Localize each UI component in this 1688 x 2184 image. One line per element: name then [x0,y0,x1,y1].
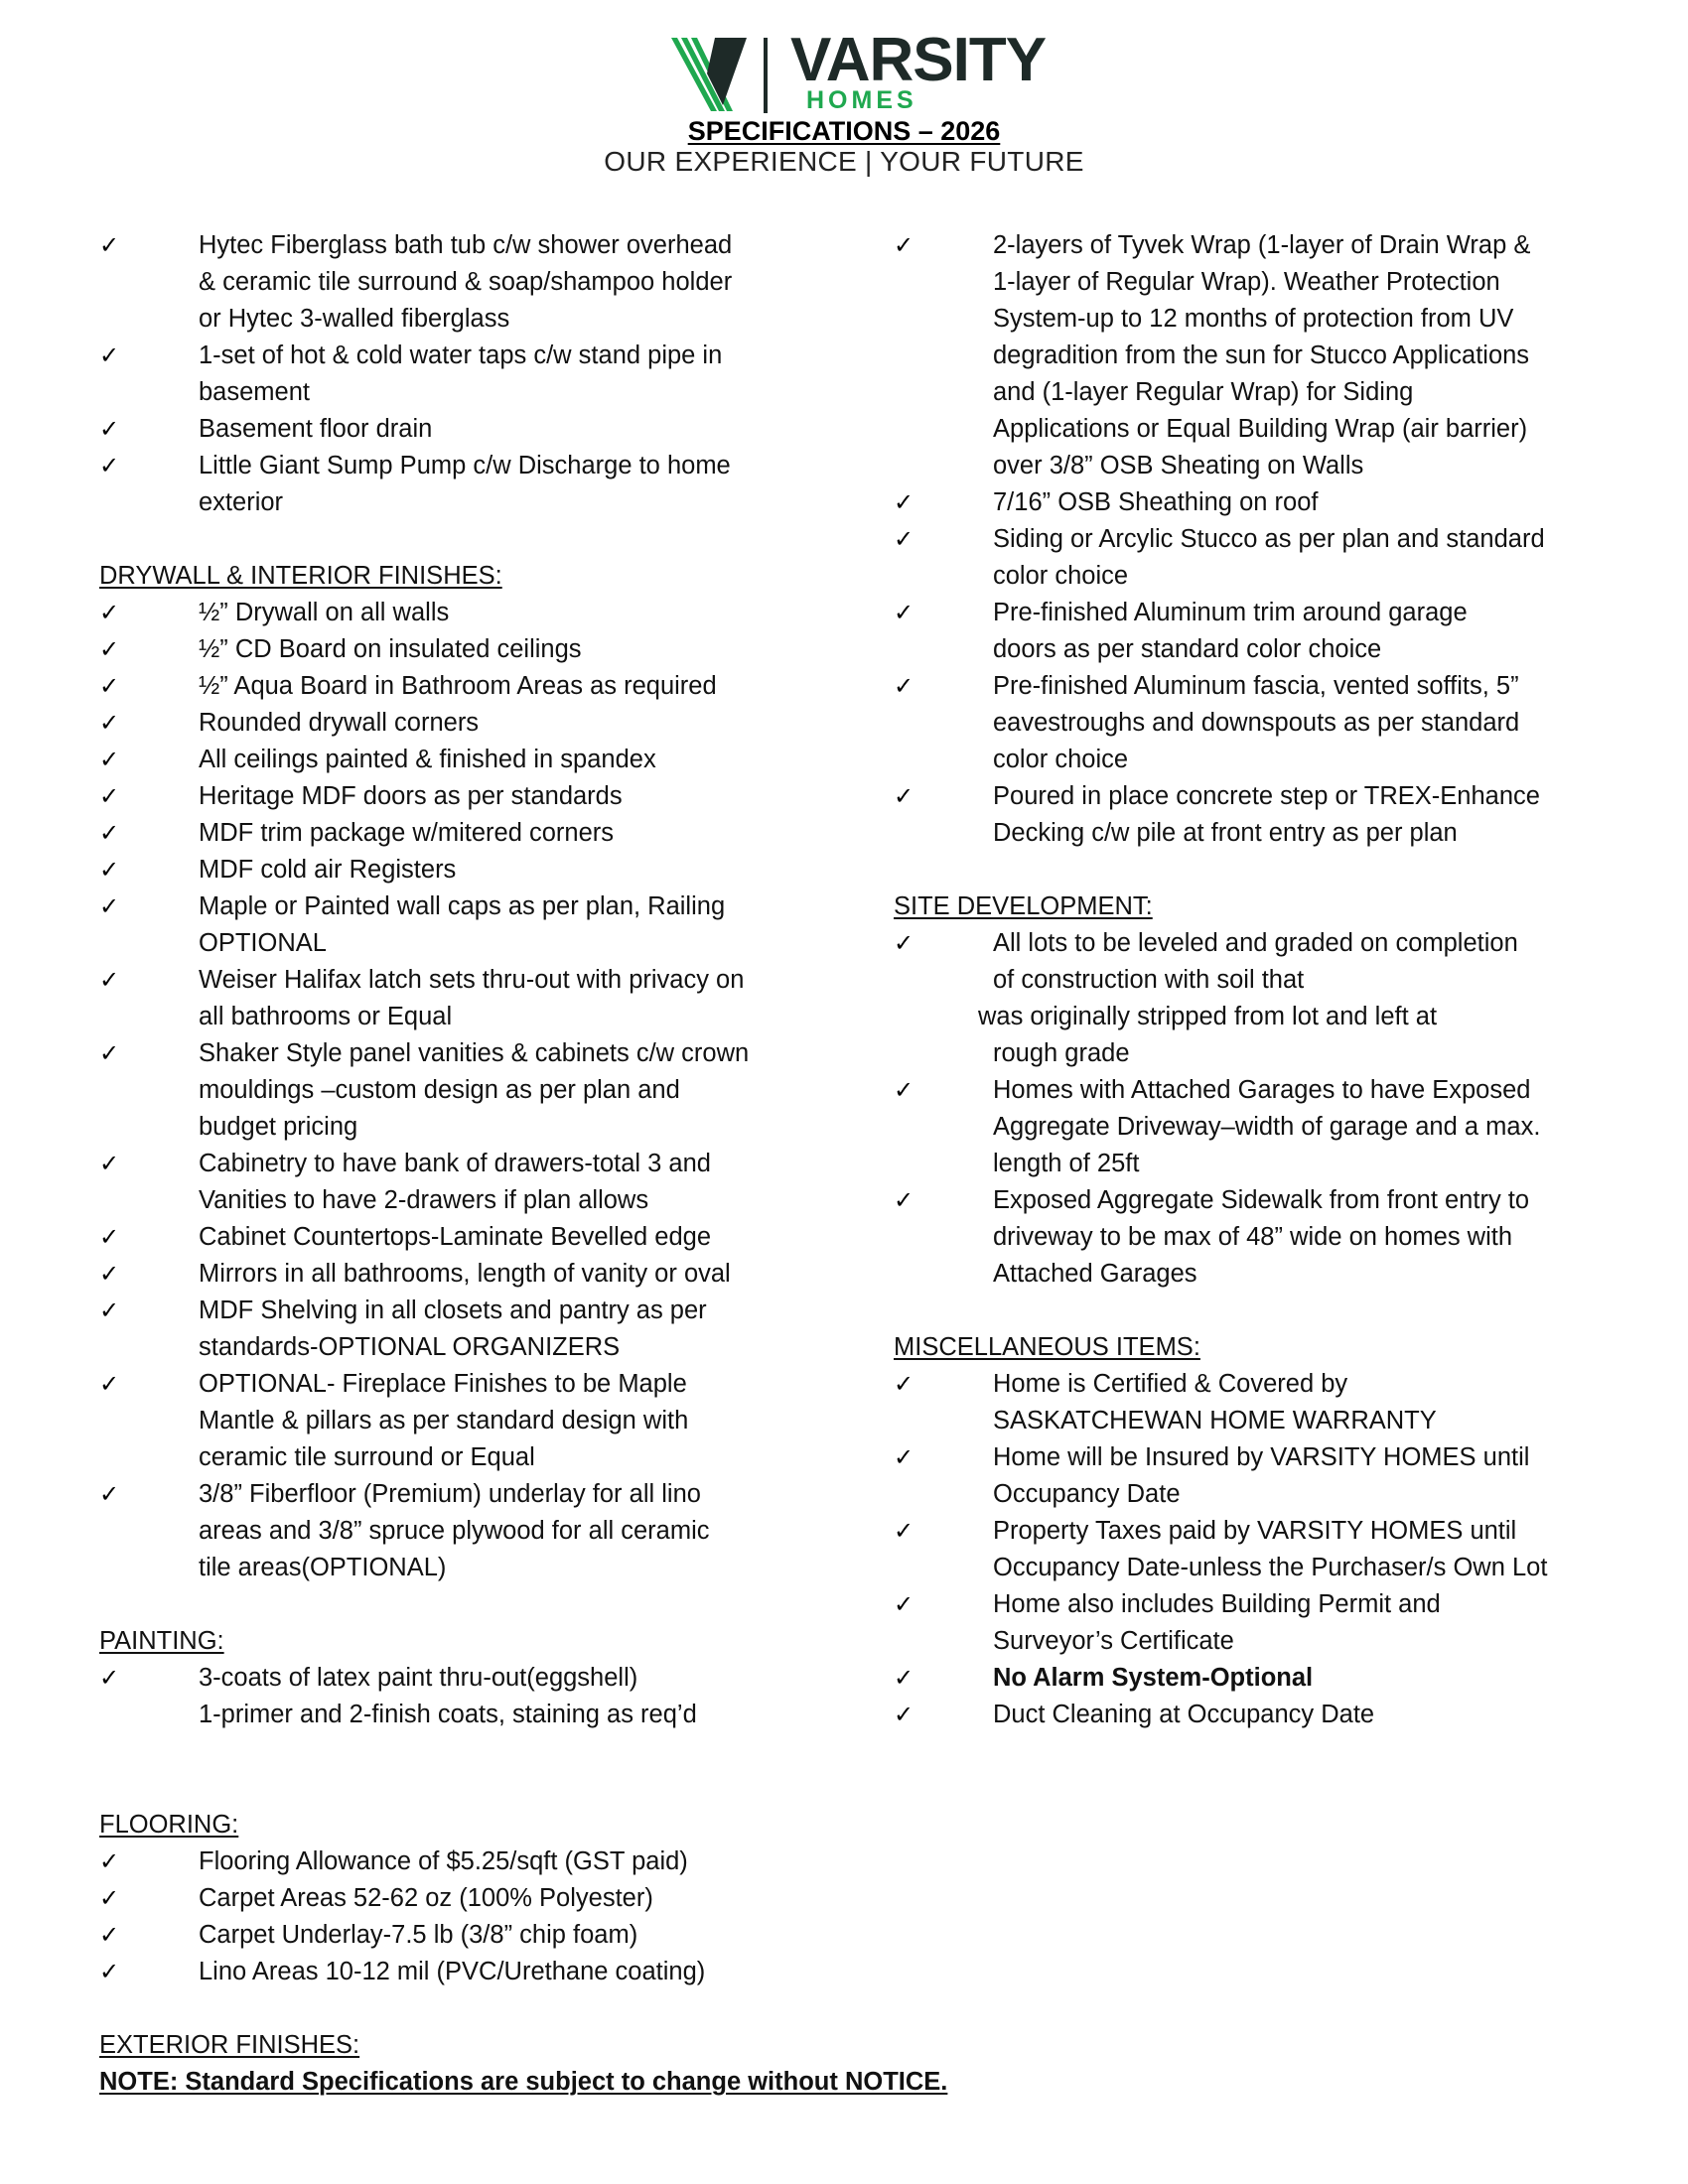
spec-item-line: rough grade [993,1039,1130,1067]
spec-item-line: and (1-layer Regular Wrap) for Siding [993,378,1414,406]
section-heading: MISCELLANEOUS ITEMS: [894,1333,1200,1361]
spec-item-line: Homes with Attached Garages to have Exposed [993,1076,1531,1104]
checkmark-icon: ✓ [99,452,120,479]
spec-item-line: tile areas(OPTIONAL) [199,1554,447,1581]
checkmark-icon: ✓ [99,1884,120,1912]
checkmark-icon: ✓ [99,782,120,810]
spec-item-line: Mantle & pillars as per standard design with [199,1407,689,1434]
checkmark-icon: ✓ [894,599,914,626]
spec-item-line: Cabinetry to have bank of drawers-total 3 and [199,1150,711,1177]
brand-name: VARSITY [790,26,1047,94]
checkmark-icon: ✓ [99,1921,120,1949]
checkmark-icon: ✓ [894,1590,914,1618]
spec-item-line: ½” CD Board on insulated ceilings [199,635,582,663]
spec-item-line: Heritage MDF doors as per standards [199,782,623,810]
checkmark-icon: ✓ [99,672,120,700]
spec-item-line: Occupancy Date-unless the Purchaser/s Own Lot [993,1554,1548,1581]
logo-separator [764,38,768,113]
spec-item-line: ½” Drywall on all walls [199,599,450,626]
checkmark-icon: ✓ [99,892,120,920]
checkmark-icon: ✓ [99,599,120,626]
spec-item-line: Occupancy Date [993,1480,1181,1508]
spec-item-line: All ceilings painted & finished in spandex [199,746,656,773]
checkmark-icon: ✓ [99,966,120,994]
checkmark-icon: ✓ [99,746,120,773]
checkmark-icon: ✓ [894,1186,914,1214]
spec-item-line: basement [199,378,310,406]
spec-item-line: ½” Aqua Board in Bathroom Areas as required [199,672,717,700]
spec-item-line: color choice [993,562,1129,590]
spec-item-line: 3/8” Fiberfloor (Premium) underlay for all lino [199,1480,701,1508]
checkmark-icon: ✓ [99,1260,120,1288]
spec-item-line: 1-layer of Regular Wrap). Weather Protection [993,268,1500,296]
spec-item-line: Duct Cleaning at Occupancy Date [993,1701,1375,1728]
checkmark-icon: ✓ [99,709,120,737]
spec-item-line: Decking c/w pile at front entry as per plan [993,819,1458,847]
spec-item-line: Maple or Painted wall caps as per plan, Railing [199,892,726,920]
spec-item-line: Little Giant Sump Pump c/w Discharge to home [199,452,731,479]
checkmark-icon: ✓ [99,1847,120,1875]
spec-item-line: was originally stripped from lot and left at [978,1003,1438,1030]
spec-item-line: Flooring Allowance of $5.25/sqft (GST paid) [199,1847,688,1875]
spec-item-line: driveway to be max of 48” wide on homes with [993,1223,1512,1251]
spec-item-line: 7/16” OSB Sheathing on roof [993,488,1319,516]
spec-item-line: Cabinet Countertops-Laminate Bevelled edge [199,1223,712,1251]
checkmark-icon: ✓ [894,1701,914,1728]
spec-item-line: Poured in place concrete step or TREX-Enhance [993,782,1540,810]
checkmark-icon: ✓ [99,1664,120,1692]
spec-item-line: & ceramic tile surround & soap/shampoo holder [199,268,733,296]
spec-item-line: eavestroughs and downspouts as per standard [993,709,1520,737]
page-title: SPECIFICATIONS – 2026 [687,116,1001,146]
spec-item-line: Surveyor’s Certificate [993,1627,1234,1655]
checkmark-icon: ✓ [894,1076,914,1104]
spec-item-line: MDF cold air Registers [199,856,457,884]
checkmark-icon: ✓ [99,415,120,443]
spec-item-line: Basement floor drain [199,415,433,443]
spec-item-line: mouldings –custom design as per plan and [199,1076,680,1104]
section-heading: FLOORING: [99,1811,239,1839]
spec-item-line: 1-primer and 2-finish coats, staining as req’d [199,1701,697,1728]
spec-item-line: Home also includes Building Permit and [993,1590,1441,1618]
spec-item-line: doors as per standard color choice [993,635,1382,663]
checkmark-icon: ✓ [99,1039,120,1067]
checkmark-icon: ✓ [894,231,914,259]
spec-item-line: Applications or Equal Building Wrap (air barrier) [993,415,1528,443]
checkmark-icon: ✓ [99,1150,120,1177]
checkmark-icon: ✓ [894,929,914,957]
checkmark-icon: ✓ [99,1370,120,1398]
spec-item-line: Pre-finished Aluminum trim around garage [993,599,1468,626]
spec-item-line: length of 25ft [993,1150,1140,1177]
checkmark-icon: ✓ [99,1297,120,1324]
spec-item-line: OPTIONAL [199,929,327,957]
checkmark-icon: ✓ [894,672,914,700]
spec-item-line: or Hytec 3-walled fiberglass [199,305,510,333]
spec-item-line: standards-OPTIONAL ORGANIZERS [199,1333,621,1361]
spec-item-line: Rounded drywall corners [199,709,480,737]
checkmark-icon: ✓ [894,488,914,516]
spec-item-line: Lino Areas 10-12 mil (PVC/Urethane coating) [199,1958,706,1985]
checkmark-icon: ✓ [894,782,914,810]
spec-item-line: Carpet Areas 52-62 oz (100% Polyester) [199,1884,653,1912]
checkmark-icon: ✓ [99,856,120,884]
spec-item-line: SASKATCHEWAN HOME WARRANTY [993,1407,1437,1434]
spec-item-line: Aggregate Driveway–width of garage and a max. [993,1113,1541,1141]
spec-item-line: Pre-finished Aluminum fascia, vented soffits, 5” [993,672,1519,700]
spec-item-line: color choice [993,746,1129,773]
spec-item-line: Home is Certified & Covered by [993,1370,1348,1398]
spec-item-line: areas and 3/8” spruce plywood for all ceramic [199,1517,710,1545]
disclaimer-note: NOTE: Standard Specifications are subject to change without NOTICE. [99,2068,948,2096]
spec-item-line: MDF trim package w/mitered corners [199,819,615,847]
spec-item-line: Home will be Insured by VARSITY HOMES until [993,1443,1530,1471]
spec-item-line: No Alarm System-Optional [993,1664,1314,1692]
brand-subname: HOMES [806,86,917,114]
section-heading: DRYWALL & INTERIOR FINISHES: [99,562,502,590]
checkmark-icon: ✓ [894,1664,914,1692]
checkmark-icon: ✓ [894,1370,914,1398]
spec-item-line: Siding or Arcylic Stucco as per plan and standard [993,525,1545,553]
spec-item-line: Exposed Aggregate Sidewalk from front entry to [993,1186,1530,1214]
spec-item-line: Vanities to have 2-drawers if plan allows [199,1186,649,1214]
checkmark-icon: ✓ [99,341,120,369]
tagline: OUR EXPERIENCE | YOUR FUTURE [604,146,1084,177]
spec-item-line: 2-layers of Tyvek Wrap (1-layer of Drain Wrap & [993,231,1531,259]
checkmark-icon: ✓ [99,819,120,847]
spec-item-line: MDF Shelving in all closets and pantry as per [199,1297,707,1324]
spec-item-line: Attached Garages [993,1260,1197,1288]
spec-item-line: exterior [199,488,284,516]
section-heading: EXTERIOR FINISHES: [99,2031,360,2059]
spec-item-line: of construction with soil that [993,966,1305,994]
section-heading: PAINTING: [99,1627,224,1655]
spec-item-line: Shaker Style panel vanities & cabinets c/w crown [199,1039,750,1067]
checkmark-icon: ✓ [894,525,914,553]
spec-item-line: ceramic tile surround or Equal [199,1443,535,1471]
spec-item-line: Carpet Underlay-7.5 lb (3/8” chip foam) [199,1921,638,1949]
spec-item-line: 3-coats of latex paint thru-out(eggshell) [199,1664,638,1692]
spec-item-line: Weiser Halifax latch sets thru-out with privacy on [199,966,745,994]
spec-item-line: all bathrooms or Equal [199,1003,453,1030]
spec-item-line: over 3/8” OSB Sheating on Walls [993,452,1364,479]
checkmark-icon: ✓ [894,1517,914,1545]
spec-item-line: Hytec Fiberglass bath tub c/w shower overhead [199,231,733,259]
spec-item-line: 1-set of hot & cold water taps c/w stand pipe in [199,341,723,369]
spec-item-line: All lots to be leveled and graded on completion [993,929,1518,957]
spec-item-line: Mirrors in all bathrooms, length of vanity or oval [199,1260,731,1288]
checkmark-icon: ✓ [894,1443,914,1471]
spec-item-line: Property Taxes paid by VARSITY HOMES until [993,1517,1517,1545]
spec-item-line: System-up to 12 months of protection from UV [993,305,1514,333]
spec-item-line: degradition from the sun for Stucco Applications [993,341,1530,369]
checkmark-icon: ✓ [99,1958,120,1985]
section-heading: SITE DEVELOPMENT: [894,892,1153,920]
checkmark-icon: ✓ [99,635,120,663]
spec-item-line: OPTIONAL- Fireplace Finishes to be Maple [199,1370,687,1398]
checkmark-icon: ✓ [99,1480,120,1508]
spec-item-line: budget pricing [199,1113,358,1141]
checkmark-icon: ✓ [99,231,120,259]
checkmark-icon: ✓ [99,1223,120,1251]
